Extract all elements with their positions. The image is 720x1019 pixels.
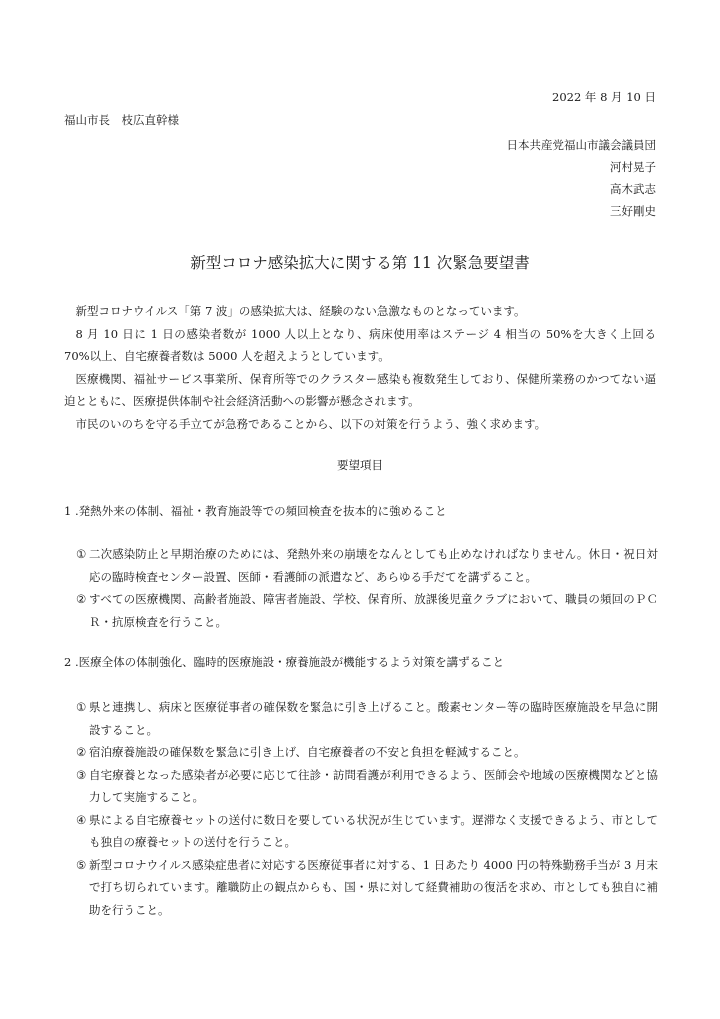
request-item bbox=[76, 741, 658, 764]
addressee: 福山市長 枝広直幹様 bbox=[64, 113, 179, 127]
section-heading: 2 .医療全体の体制強化、臨時的医療施設・療養施設が機能するよう対策を講ずること bbox=[64, 655, 505, 669]
document-title: 新型コロナ感染拡大に関する第 11 次緊急要望書 bbox=[190, 254, 530, 272]
intro-paragraph: 医療機関、福祉サービス事業所、保育所等でのクラスター感染も複数発生しており、保健所業務のかつてない逼迫とともに、医療提供体制や社会経済活動への影響が懸念されます。 bbox=[64, 371, 656, 408]
request-list bbox=[76, 696, 658, 921]
request-item bbox=[76, 543, 658, 588]
item-number: ① bbox=[76, 547, 87, 561]
item-text: すべての医療機関、高齢者施設、障害者施設、学校、保育所、放課後児童クラブにおいて、職員の頻回のＰＣＲ・抗原検査を行うこと。 bbox=[89, 592, 658, 629]
intro-paragraph: 市民のいのちを守る手立てが急務であることから、以下の対策を行うよう、強く求めます。 bbox=[75, 416, 547, 431]
sender-block bbox=[507, 134, 657, 222]
requests-heading: 要望項目 bbox=[337, 458, 383, 472]
intro-paragraph: 8 月 10 日に 1 日の感染者数が 1000 人以上となり、病床使用率はステージ 4 相当の 50%を大きく上回る 70%以上、自宅療養者数は 5000 人を超えようとしています。 bbox=[64, 326, 656, 363]
sender-name: 河村晃子 bbox=[610, 160, 656, 174]
item-text: 県による自宅療養セットの送付に数日を要している状況が生じています。遅滞なく支援できるよう、市としても独自の療養セットの送付を行うこと。 bbox=[89, 812, 658, 849]
item-text: 県と連携し、病床と医療従事者の確保数を緊急に引き上げること。酸素センター等の臨時医療施設を早急に開設すること。 bbox=[89, 700, 658, 737]
intro-paragraph: 新型コロナウイルス「第 7 波」の感染拡大は、経験のない急激なものとなっています。 bbox=[75, 304, 526, 318]
item-number: ② bbox=[76, 592, 87, 606]
request-item bbox=[76, 854, 658, 922]
request-item bbox=[76, 696, 658, 741]
item-number: ② bbox=[76, 745, 87, 759]
item-text: 新型コロナウイルス感染症患者に対応する医療従事者に対する、1 日あたり 4000 円の特殊勤務手当が 3 月末で打ち切られています。離職防止の観点からも、国・県に対して経費補助の復活を求め、市としても独自に補助を行うこと。 bbox=[89, 857, 658, 917]
request-item bbox=[76, 809, 658, 854]
section-heading: 1 .発熱外来の体制、福祉・教育施設等での頻回検査を抜本的に強めること bbox=[64, 504, 447, 518]
request-item bbox=[76, 588, 658, 633]
item-text: 自宅療養となった感染者が必要に応じて往診・訪問看護が利用できるよう、医師会や地域の医療機関などと協力して実施すること。 bbox=[89, 767, 658, 804]
sender-name: 高木武志 bbox=[610, 182, 656, 196]
sender-organization: 日本共産党福山市議会議員団 bbox=[506, 138, 656, 152]
item-number: ④ bbox=[76, 812, 87, 827]
document-date: 2022 年 8 月 10 日 bbox=[552, 90, 656, 104]
sender-name: 三好剛史 bbox=[610, 204, 656, 218]
item-number: ① bbox=[76, 700, 87, 714]
request-list bbox=[76, 543, 658, 633]
item-number: ⑤ bbox=[76, 857, 87, 872]
item-text: 宿泊療養施設の確保数を緊急に引き上げ、自宅療養者の不安と負担を軽減すること。 bbox=[89, 745, 526, 759]
item-text: 二次感染防止と早期治療のためには、発熱外来の崩壊をなんとしても止めなければなりません。休日・祝日対応の臨時検査センター設置、医師・看護師の派遣など、あらゆる手だてを講ずること。 bbox=[89, 547, 658, 584]
intro-text bbox=[64, 300, 656, 435]
request-item bbox=[76, 764, 658, 809]
item-number: ③ bbox=[76, 767, 87, 782]
